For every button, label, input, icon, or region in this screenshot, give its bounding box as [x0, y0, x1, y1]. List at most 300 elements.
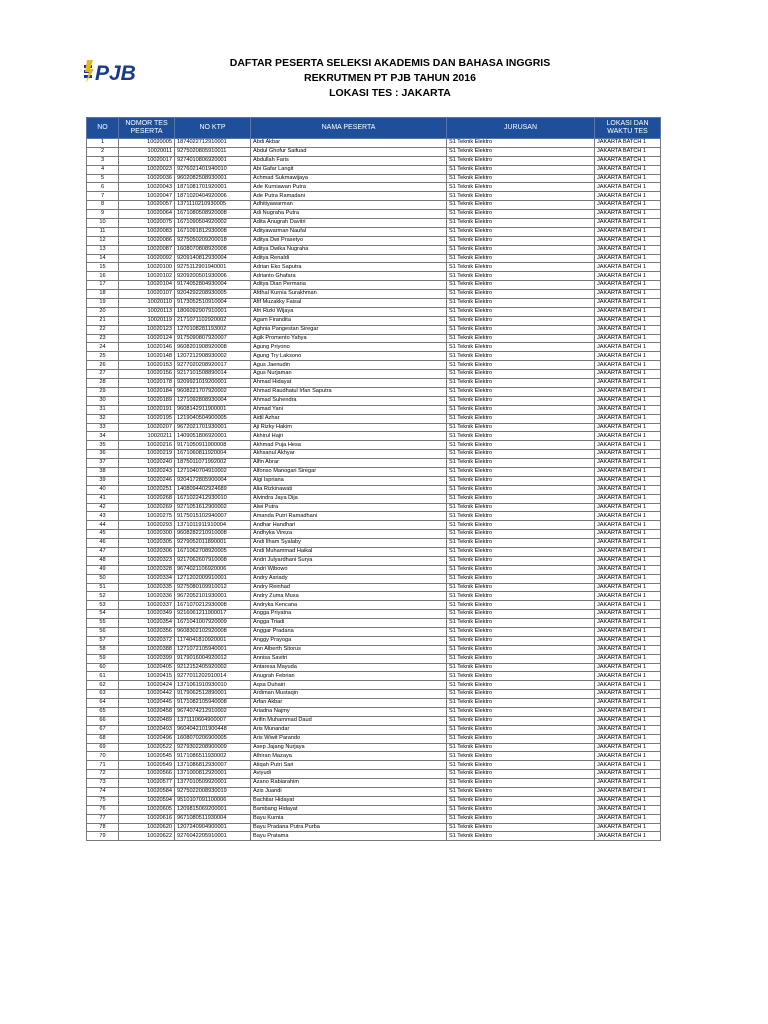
- cell-jurusan: S1 Teknik Elektro: [447, 681, 595, 690]
- cell-nama: Anugrah Febrian: [251, 672, 447, 681]
- cell-nomor-tes: 10020011: [119, 147, 175, 156]
- table-row: [87, 601, 661, 610]
- cell-lokasi: JAKARTA BATCH 1: [595, 316, 661, 325]
- cell-nomor-tes: 10020195: [119, 414, 175, 423]
- cell-no: 76: [87, 805, 119, 814]
- table-row: [87, 770, 661, 779]
- cell-lokasi: JAKARTA BATCH 1: [595, 645, 661, 654]
- cell-ktp: 9276021401940010: [175, 165, 251, 174]
- cell-lokasi: JAKARTA BATCH 1: [595, 565, 661, 574]
- cell-no: 79: [87, 832, 119, 841]
- cell-jurusan: S1 Teknik Elektro: [447, 761, 595, 770]
- table-row: [87, 254, 661, 263]
- table-row: [87, 325, 661, 334]
- cell-jurusan: S1 Teknik Elektro: [447, 254, 595, 263]
- cell-nama: Agik Promento Yahya: [251, 334, 447, 343]
- cell-ktp: 1671091812930008: [175, 227, 251, 236]
- table-row: [87, 485, 661, 494]
- cell-ktp: 9173052510910004: [175, 299, 251, 308]
- cell-jurusan: S1 Teknik Elektro: [447, 645, 595, 654]
- cell-nomor-tes: 10020189: [119, 396, 175, 405]
- cell-nama: Agung Try Laksono: [251, 352, 447, 361]
- cell-no: 63: [87, 690, 119, 699]
- cell-nama: Akhmad Puja Hesa: [251, 441, 447, 450]
- cell-nomor-tes: 10020584: [119, 788, 175, 797]
- table-row: [87, 379, 661, 388]
- cell-jurusan: S1 Teknik Elektro: [447, 823, 595, 832]
- table-row: [87, 156, 661, 165]
- cell-ktp: 9275112901940001: [175, 263, 251, 272]
- cell-nama: Algi Ispriana: [251, 476, 447, 485]
- cell-nomor-tes: 10020415: [119, 672, 175, 681]
- cell-nama: Angga Priyatna: [251, 610, 447, 619]
- cell-lokasi: JAKARTA BATCH 1: [595, 236, 661, 245]
- cell-nama: Aqsa Duhairi: [251, 681, 447, 690]
- logo-text: PJB: [95, 62, 136, 85]
- cell-jurusan: S1 Teknik Elektro: [447, 299, 595, 308]
- cell-nomor-tes: 10020110: [119, 299, 175, 308]
- cell-ktp: 1271040704910002: [175, 467, 251, 476]
- table-row: [87, 752, 661, 761]
- cell-no: 20: [87, 307, 119, 316]
- cell-nomor-tes: 10020445: [119, 699, 175, 708]
- table-row: [87, 201, 661, 210]
- table-row: [87, 547, 661, 556]
- cell-nomor-tes: 10020107: [119, 290, 175, 299]
- cell-nomor-tes: 10020092: [119, 254, 175, 263]
- cell-no: 3: [87, 156, 119, 165]
- cell-lokasi: JAKARTA BATCH 1: [595, 219, 661, 228]
- cell-nama: Ann Alberth Sitorus: [251, 645, 447, 654]
- cell-lokasi: JAKARTA BATCH 1: [595, 734, 661, 743]
- cell-jurusan: S1 Teknik Elektro: [447, 165, 595, 174]
- cell-jurusan: S1 Teknik Elektro: [447, 174, 595, 183]
- table-row: [87, 574, 661, 583]
- cell-no: 5: [87, 174, 119, 183]
- cell-jurusan: S1 Teknik Elektro: [447, 485, 595, 494]
- cell-ktp: 9209200501930006: [175, 272, 251, 281]
- cell-lokasi: JAKARTA BATCH 1: [595, 512, 661, 521]
- cell-no: 14: [87, 254, 119, 263]
- cell-lokasi: JAKARTA BATCH 1: [595, 254, 661, 263]
- cell-lokasi: JAKARTA BATCH 1: [595, 752, 661, 761]
- cell-no: 30: [87, 396, 119, 405]
- table-row: [87, 708, 661, 717]
- cell-ktp: 1409051806920001: [175, 432, 251, 441]
- cell-ktp: 9672021701930001: [175, 423, 251, 432]
- cell-nomor-tes: 10020124: [119, 334, 175, 343]
- col-header-jurusan: JURUSAN: [447, 118, 595, 139]
- cell-ktp: 1608070206900005: [175, 734, 251, 743]
- table-row: [87, 476, 661, 485]
- cell-nama: Azis Juandi: [251, 788, 447, 797]
- cell-nama: Adita Anugrah Davitri: [251, 219, 447, 228]
- cell-jurusan: S1 Teknik Elektro: [447, 770, 595, 779]
- cell-lokasi: JAKARTA BATCH 1: [595, 201, 661, 210]
- cell-jurusan: S1 Teknik Elektro: [447, 592, 595, 601]
- cell-no: 1: [87, 139, 119, 148]
- cell-no: 42: [87, 503, 119, 512]
- cell-ktp: 9216061211900017: [175, 610, 251, 619]
- table-row: [87, 147, 661, 156]
- cell-nama: Angga Triadi: [251, 619, 447, 628]
- table-row: [87, 263, 661, 272]
- cell-no: 38: [87, 467, 119, 476]
- cell-no: 32: [87, 414, 119, 423]
- pjb-logo-icon: [82, 56, 152, 86]
- cell-ktp: 9171050911900008: [175, 441, 251, 450]
- cell-no: 8: [87, 201, 119, 210]
- cell-jurusan: S1 Teknik Elektro: [447, 788, 595, 797]
- cell-lokasi: JAKARTA BATCH 1: [595, 485, 661, 494]
- cell-nomor-tes: 10020349: [119, 610, 175, 619]
- cell-nomor-tes: 10020083: [119, 227, 175, 236]
- cell-no: 51: [87, 583, 119, 592]
- cell-no: 57: [87, 636, 119, 645]
- cell-ktp: 9274010806920001: [175, 156, 251, 165]
- cell-jurusan: S1 Teknik Elektro: [447, 183, 595, 192]
- cell-nama: Ade Putra Ramadani: [251, 192, 447, 201]
- cell-nomor-tes: 10020047: [119, 192, 175, 201]
- cell-nomor-tes: 10020372: [119, 636, 175, 645]
- cell-jurusan: S1 Teknik Elektro: [447, 459, 595, 468]
- table-row: [87, 299, 661, 308]
- cell-nomor-tes: 10020496: [119, 734, 175, 743]
- cell-nomor-tes: 10020323: [119, 556, 175, 565]
- cell-jurusan: S1 Teknik Elektro: [447, 672, 595, 681]
- cell-nama: Afdhal Kurnia Surakhman: [251, 290, 447, 299]
- col-header-ktp: NO KTP: [175, 118, 251, 139]
- cell-jurusan: S1 Teknik Elektro: [447, 725, 595, 734]
- cell-no: 24: [87, 343, 119, 352]
- table-row: [87, 307, 661, 316]
- cell-ktp: 1174041810920001: [175, 636, 251, 645]
- cell-lokasi: JAKARTA BATCH 1: [595, 450, 661, 459]
- cell-nomor-tes: 10020493: [119, 725, 175, 734]
- table-row: [87, 805, 661, 814]
- cell-nomor-tes: 10020104: [119, 281, 175, 290]
- cell-nama: Akhirul Hajri: [251, 432, 447, 441]
- cell-jurusan: S1 Teknik Elektro: [447, 405, 595, 414]
- table-row: [87, 619, 661, 628]
- table-row: [87, 779, 661, 788]
- cell-no: 61: [87, 672, 119, 681]
- cell-nama: Bambang Hidayat: [251, 805, 447, 814]
- cell-lokasi: JAKARTA BATCH 1: [595, 636, 661, 645]
- cell-no: 58: [87, 645, 119, 654]
- cell-ktp: 9271051612900002: [175, 503, 251, 512]
- cell-no: 21: [87, 316, 119, 325]
- cell-ktp: 9209140812930004: [175, 254, 251, 263]
- table-row: [87, 352, 661, 361]
- cell-ktp: 1671090504920002: [175, 219, 251, 228]
- cell-no: 16: [87, 272, 119, 281]
- cell-nama: Adi Nugraha Putra: [251, 210, 447, 219]
- cell-lokasi: JAKARTA BATCH 1: [595, 619, 661, 628]
- cell-nama: Bachtiar Hidayat: [251, 796, 447, 805]
- cell-nomor-tes: 10020305: [119, 539, 175, 548]
- cell-lokasi: JAKARTA BATCH 1: [595, 245, 661, 254]
- cell-nomor-tes: 10020275: [119, 512, 175, 521]
- cell-nomor-tes: 10020577: [119, 779, 175, 788]
- cell-no: 55: [87, 619, 119, 628]
- table-row: [87, 316, 661, 325]
- cell-nomor-tes: 10020086: [119, 236, 175, 245]
- table-row: [87, 761, 661, 770]
- cell-lokasi: JAKARTA BATCH 1: [595, 227, 661, 236]
- cell-jurusan: S1 Teknik Elektro: [447, 530, 595, 539]
- cell-nama: Athiran Mazaya: [251, 752, 447, 761]
- table-row: [87, 227, 661, 236]
- table-row: [87, 192, 661, 201]
- cell-jurusan: S1 Teknik Elektro: [447, 503, 595, 512]
- cell-nomor-tes: 10020156: [119, 370, 175, 379]
- table-body: [87, 139, 661, 841]
- cell-nama: Atiqah Putri Sari: [251, 761, 447, 770]
- cell-nama: Andri Julyardhani Surya: [251, 556, 447, 565]
- cell-jurusan: S1 Teknik Elektro: [447, 476, 595, 485]
- table-row: [87, 210, 661, 219]
- cell-nomor-tes: 10020405: [119, 663, 175, 672]
- cell-lokasi: JAKARTA BATCH 1: [595, 147, 661, 156]
- cell-no: 70: [87, 752, 119, 761]
- cell-nama: Adityawarman Naufal: [251, 227, 447, 236]
- cell-no: 49: [87, 565, 119, 574]
- cell-nama: Andi Ilham Syalaby: [251, 539, 447, 548]
- cell-nomor-tes: 10020178: [119, 379, 175, 388]
- cell-nomor-tes: 10020566: [119, 770, 175, 779]
- cell-ktp: 1408094402924689: [175, 485, 251, 494]
- cell-nama: Agus Nurjaman: [251, 370, 447, 379]
- cell-lokasi: JAKARTA BATCH 1: [595, 459, 661, 468]
- cell-no: 39: [87, 476, 119, 485]
- cell-lokasi: JAKARTA BATCH 1: [595, 414, 661, 423]
- cell-lokasi: JAKARTA BATCH 1: [595, 174, 661, 183]
- cell-nomor-tes: 10020622: [119, 832, 175, 841]
- cell-lokasi: JAKARTA BATCH 1: [595, 779, 661, 788]
- cell-nomor-tes: 10020522: [119, 743, 175, 752]
- cell-no: 29: [87, 387, 119, 396]
- cell-jurusan: S1 Teknik Elektro: [447, 227, 595, 236]
- cell-ktp: 9674074212910002: [175, 708, 251, 717]
- cell-nomor-tes: 10020036: [119, 174, 175, 183]
- cell-no: 34: [87, 432, 119, 441]
- cell-jurusan: S1 Teknik Elektro: [447, 361, 595, 370]
- cell-nomor-tes: 10020616: [119, 814, 175, 823]
- cell-nomor-tes: 10020594: [119, 796, 175, 805]
- cell-no: 77: [87, 814, 119, 823]
- cell-nomor-tes: 10020043: [119, 183, 175, 192]
- cell-ktp: 9672052101930001: [175, 592, 251, 601]
- cell-nomor-tes: 10020337: [119, 601, 175, 610]
- cell-ktp: 9179062512890001: [175, 690, 251, 699]
- cell-jurusan: S1 Teknik Elektro: [447, 387, 595, 396]
- table-row: [87, 503, 661, 512]
- table-row: [87, 663, 661, 672]
- col-header-nomor-tes: NOMOR TES PESERTA: [119, 118, 175, 139]
- cell-ktp: 1608070808920008: [175, 245, 251, 254]
- cell-jurusan: S1 Teknik Elektro: [447, 539, 595, 548]
- cell-nama: Arifin Muhammad Daud: [251, 716, 447, 725]
- cell-lokasi: JAKARTA BATCH 1: [595, 832, 661, 841]
- cell-no: 36: [87, 450, 119, 459]
- cell-nama: Andryka Kencana: [251, 601, 447, 610]
- table-row: [87, 654, 661, 663]
- cell-lokasi: JAKARTA BATCH 1: [595, 467, 661, 476]
- cell-nomor-tes: 10020240: [119, 459, 175, 468]
- heading-line-2: REKRUTMEN PT PJB TAHUN 2016: [304, 72, 476, 84]
- cell-lokasi: JAKARTA BATCH 1: [595, 370, 661, 379]
- table-header: [87, 118, 661, 139]
- table-row: [87, 245, 661, 254]
- table-row: [87, 387, 661, 396]
- cell-lokasi: JAKARTA BATCH 1: [595, 352, 661, 361]
- cell-no: 73: [87, 779, 119, 788]
- cell-nomor-tes: 10020545: [119, 752, 175, 761]
- cell-nama: Afif Muzakky Faisal: [251, 299, 447, 308]
- cell-lokasi: JAKARTA BATCH 1: [595, 165, 661, 174]
- cell-lokasi: JAKARTA BATCH 1: [595, 743, 661, 752]
- table-row: [87, 583, 661, 592]
- cell-ktp: 9212152405920002: [175, 663, 251, 672]
- cell-ktp: 9275022008930019: [175, 788, 251, 797]
- cell-lokasi: JAKARTA BATCH 1: [595, 805, 661, 814]
- table-row: [87, 236, 661, 245]
- table-row: [87, 450, 661, 459]
- cell-nomor-tes: 10020388: [119, 645, 175, 654]
- cell-lokasi: JAKARTA BATCH 1: [595, 770, 661, 779]
- cell-jurusan: S1 Teknik Elektro: [447, 814, 595, 823]
- cell-lokasi: JAKARTA BATCH 1: [595, 708, 661, 717]
- cell-lokasi: JAKARTA BATCH 1: [595, 574, 661, 583]
- cell-no: 45: [87, 530, 119, 539]
- cell-ktp: 1371086812930007: [175, 761, 251, 770]
- heading-line-3: LOKASI TES : JAKARTA: [329, 87, 451, 99]
- cell-ktp: 9174052804930004: [175, 281, 251, 290]
- cell-lokasi: JAKARTA BATCH 1: [595, 361, 661, 370]
- cell-ktp: 9279302208900009: [175, 743, 251, 752]
- table-row: [87, 645, 661, 654]
- cell-lokasi: JAKARTA BATCH 1: [595, 272, 661, 281]
- table-row: [87, 139, 661, 148]
- cell-nama: Aji Rizky Hakim: [251, 423, 447, 432]
- cell-nomor-tes: 10020620: [119, 823, 175, 832]
- cell-no: 53: [87, 601, 119, 610]
- cell-lokasi: JAKARTA BATCH 1: [595, 814, 661, 823]
- cell-ktp: 9608201908920008: [175, 343, 251, 352]
- cell-nama: Arfan Akbar: [251, 699, 447, 708]
- cell-ktp: 9608282210910008: [175, 530, 251, 539]
- cell-ktp: 1671080508920008: [175, 210, 251, 219]
- table-row: [87, 165, 661, 174]
- cell-no: 72: [87, 770, 119, 779]
- cell-nomor-tes: 10020336: [119, 592, 175, 601]
- cell-lokasi: JAKARTA BATCH 1: [595, 761, 661, 770]
- cell-ktp: 9510107091100006: [175, 796, 251, 805]
- cell-no: 31: [87, 405, 119, 414]
- cell-no: 25: [87, 352, 119, 361]
- cell-jurusan: S1 Teknik Elektro: [447, 832, 595, 841]
- table-row: [87, 219, 661, 228]
- cell-lokasi: JAKARTA BATCH 1: [595, 788, 661, 797]
- table-row: [87, 734, 661, 743]
- cell-nama: Alia Rizkinawati: [251, 485, 447, 494]
- table-row: [87, 672, 661, 681]
- table-row: [87, 361, 661, 370]
- cell-jurusan: S1 Teknik Elektro: [447, 272, 595, 281]
- cell-nama: Annisa Savitri: [251, 654, 447, 663]
- table-row: [87, 743, 661, 752]
- cell-jurusan: S1 Teknik Elektro: [447, 236, 595, 245]
- cell-nama: Adhitiyawarman: [251, 201, 447, 210]
- cell-no: 66: [87, 716, 119, 725]
- cell-nomor-tes: 10020354: [119, 619, 175, 628]
- cell-nama: Aditya Dian Permana: [251, 281, 447, 290]
- cell-nama: Andhar Handhari: [251, 521, 447, 530]
- table-row: [87, 796, 661, 805]
- cell-no: 17: [87, 281, 119, 290]
- cell-jurusan: S1 Teknik Elektro: [447, 441, 595, 450]
- cell-nama: Ahmad Suhendra: [251, 396, 447, 405]
- cell-ktp: 9171082105940008: [175, 699, 251, 708]
- cell-nama: Agam Firandita: [251, 316, 447, 325]
- cell-nama: Anggy Prayoga: [251, 636, 447, 645]
- cell-no: 75: [87, 796, 119, 805]
- cell-ktp: 9275050209200018: [175, 236, 251, 245]
- cell-lokasi: JAKARTA BATCH 1: [595, 547, 661, 556]
- cell-nama: Agung Priyono: [251, 343, 447, 352]
- cell-no: 50: [87, 574, 119, 583]
- cell-ktp: 1671022412930010: [175, 494, 251, 503]
- cell-ktp: 1806092907910001: [175, 307, 251, 316]
- cell-ktp: 9179016004920012: [175, 654, 251, 663]
- cell-nomor-tes: 10020328: [119, 565, 175, 574]
- cell-nama: Asep Jajang Nurjaya: [251, 743, 447, 752]
- cell-jurusan: S1 Teknik Elektro: [447, 210, 595, 219]
- cell-lokasi: JAKARTA BATCH 1: [595, 583, 661, 592]
- cell-no: 27: [87, 370, 119, 379]
- cell-nomor-tes: 10020211: [119, 432, 175, 441]
- cell-ktp: 1875011071992002: [175, 459, 251, 468]
- cell-lokasi: JAKARTA BATCH 1: [595, 539, 661, 548]
- cell-no: 6: [87, 183, 119, 192]
- cell-no: 60: [87, 663, 119, 672]
- cell-lokasi: JAKARTA BATCH 1: [595, 192, 661, 201]
- cell-nama: Ahmad Raudhatul Irfan Saputra: [251, 387, 447, 396]
- cell-ktp: 9279052011890001: [175, 539, 251, 548]
- table-row: [87, 183, 661, 192]
- cell-no: 7: [87, 192, 119, 201]
- cell-lokasi: JAKARTA BATCH 1: [595, 325, 661, 334]
- cell-nama: Aris Munandar: [251, 725, 447, 734]
- cell-nomor-tes: 10020064: [119, 210, 175, 219]
- cell-jurusan: S1 Teknik Elektro: [447, 467, 595, 476]
- cell-jurusan: S1 Teknik Elektro: [447, 219, 595, 228]
- table-row: [87, 592, 661, 601]
- cell-jurusan: S1 Teknik Elektro: [447, 752, 595, 761]
- table-row: [87, 290, 661, 299]
- cell-ktp: 9275020805910011: [175, 147, 251, 156]
- cell-jurusan: S1 Teknik Elektro: [447, 156, 595, 165]
- table-row: [87, 334, 661, 343]
- table-row: [87, 636, 661, 645]
- cell-nama: Aditya Renaldi: [251, 254, 447, 263]
- cell-nama: Andri Wibowo: [251, 565, 447, 574]
- cell-nomor-tes: 10020268: [119, 494, 175, 503]
- cell-jurusan: S1 Teknik Elektro: [447, 343, 595, 352]
- table-row: [87, 539, 661, 548]
- cell-nomor-tes: 10020306: [119, 547, 175, 556]
